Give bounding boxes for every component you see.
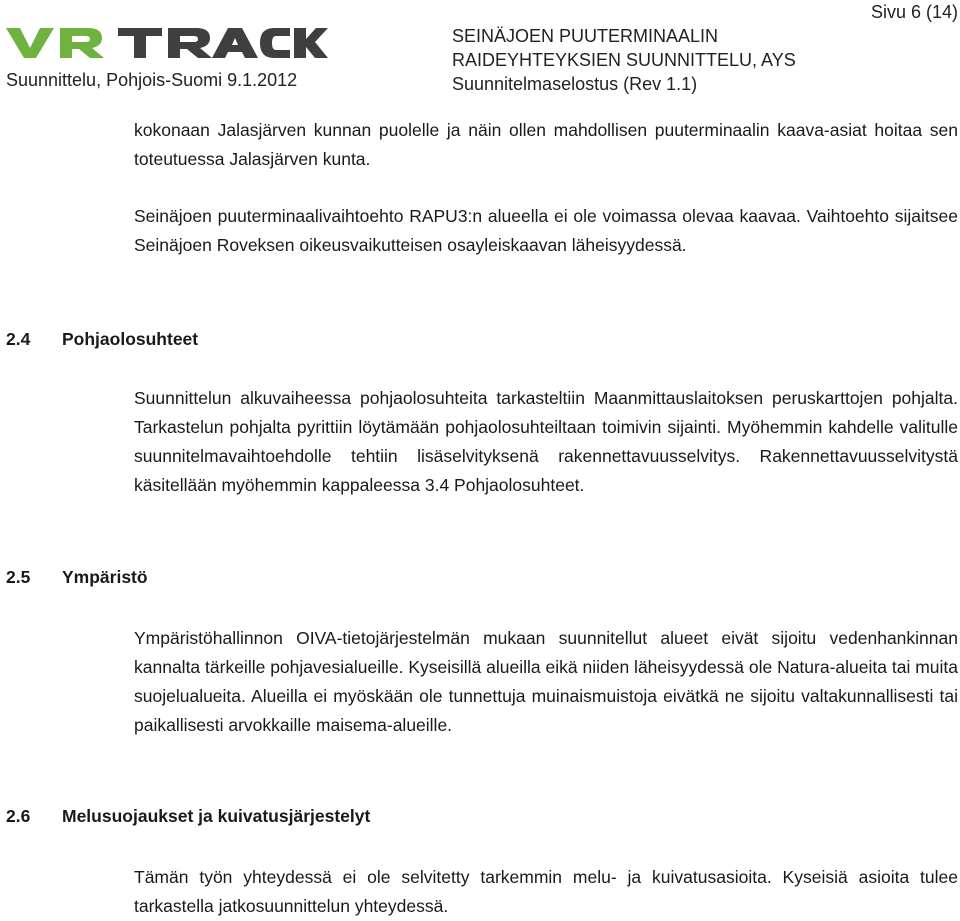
section-title: Pohjaolosuhteet <box>62 329 199 349</box>
header-title-line-1: SEINÄJOEN PUUTERMINAALIN <box>452 26 719 46</box>
paragraph-pohjaolosuhteet: Suunnittelun alkuvaiheessa pohjaolosuhteita tarkasteltiin Maanmittauslaitoksen peruskarttojen pohjalta. Tarkastelun pohjalta pyrittiin löytämään pohjaolosuhteiltaan toimivin sijainti. Myöhemmin kahdelle valitulle suunnitelmavaihtoehdolle tehtiin lisäselvityksenä rakennettavuusselvitys. Rakennettavuusselvitystä käsitellään myöhemmin kappaleessa 3.4 Pohjaolosuhteet. <box>134 388 958 495</box>
header-document-title <box>452 24 796 96</box>
header-title-line-2: RAIDEYHTEYKSIEN SUUNNITTELU, AYS <box>452 50 796 70</box>
vr-track-logo <box>6 22 328 62</box>
paragraph-ymparisto: Ympäristöhallinnon OIVA-tietojärjestelmän mukaan suunnitellut alueet eivät sijoitu vedenhankinnan kannalta tärkeille pohjavesialueille. Kyseisillä alueilla eikä niiden läheisyydessä ole Natura-alueita tai muita suojelualueita. Alueilla ei myöskään ole tunnettuja muinaismuistoja eivätkä ne sijoitu valtakunnallisesti tai paikallisesti arvokkaille maisema-alueille. <box>134 628 958 735</box>
header-left-subtitle: Suunnittelu, Pohjois-Suomi 9.1.2012 <box>6 70 298 90</box>
paragraph-kaava-continuation: kokonaan Jalasjärven kunnan puolelle ja näin ollen mahdollisen puuterminaalin kaava-asiat hoitaa sen toteutuessa Jalasjärven kunta. <box>134 120 958 169</box>
page-number: Sivu 6 (14) <box>870 2 958 22</box>
section-title: Melusuojaukset ja kuivatusjärjestelyt <box>62 806 371 826</box>
paragraph-rapu3-kaava: Seinäjoen puuterminaalivaihtoehto RAPU3:n alueella ei ole voimassa olevaa kaavaa. Vaihtoehto sijaitsee Seinäjoen Roveksen oikeusvaikutteisen osayleiskaavan läheisyydessä. <box>134 206 958 255</box>
section-heading-2-5 <box>6 567 148 588</box>
section-number: 2.5 <box>6 567 31 587</box>
section-heading-2-4 <box>6 329 198 350</box>
section-heading-2-6 <box>6 806 370 827</box>
section-number: 2.4 <box>6 329 31 349</box>
vr-track-logo-graphic <box>6 22 328 62</box>
paragraph-melusuojaukset: Tämän työn yhteydessä ei ole selvitetty tarkemmin melu- ja kuivatusasioita. Kyseisiä asioita tulee tarkastella jatkosuunnittelun yhteydessä. <box>134 867 958 916</box>
header-title-line-3: Suunnitelmaselostus (Rev 1.1) <box>452 74 698 94</box>
section-title: Ympäristö <box>62 567 148 587</box>
section-number: 2.6 <box>6 806 31 826</box>
